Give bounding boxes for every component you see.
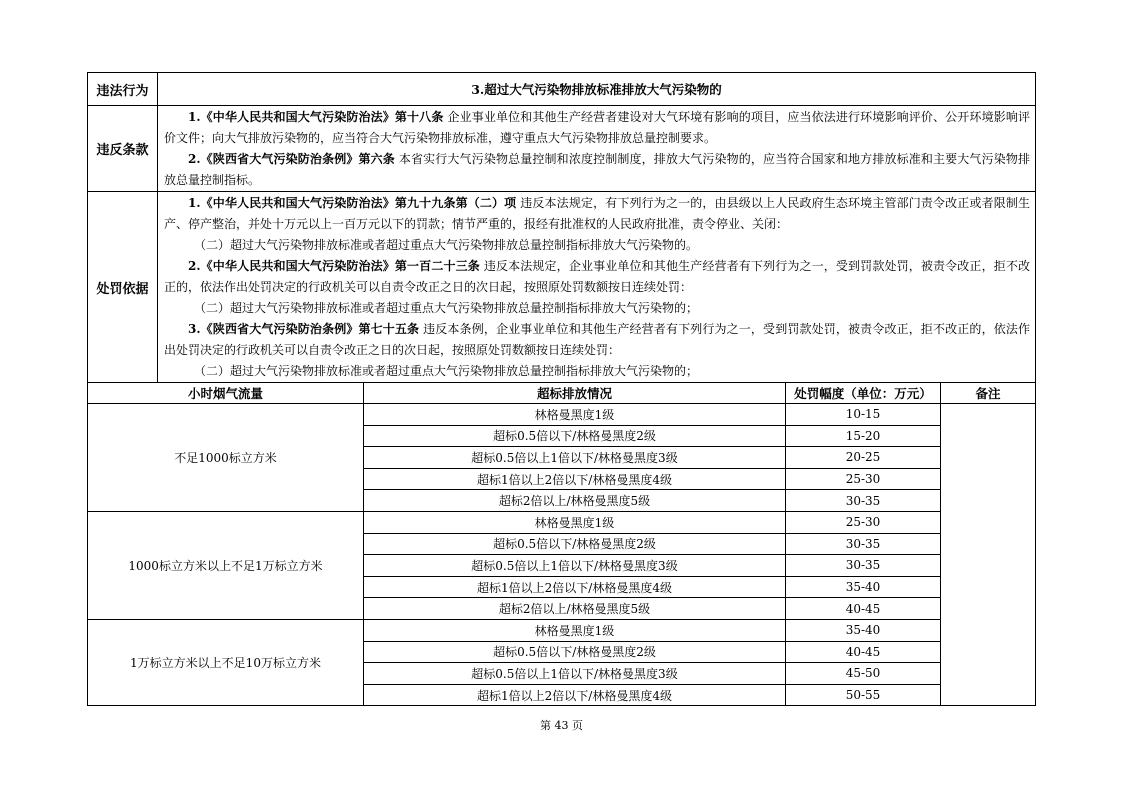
flow-cell: 1000标立方米以上不足1万标立方米 <box>88 511 364 619</box>
range-cell: 30-35 <box>786 555 941 577</box>
situation-cell: 超标0.5倍以下/林格曼黑度2级 <box>364 425 786 447</box>
penalty-text: 违反本条例，企业事业单位和其他生产经营者有下列行为之一，受到罚款处罚，被责令改正，拒不改正的，依法作出处罚决定的行政机关可以自责令改正之日的次日起，按照原处罚数额按日连续处罚： <box>164 322 1030 357</box>
range-cell: 25-30 <box>786 511 941 533</box>
table-row <box>88 511 1036 533</box>
violation-title: 3.超过大气污染物排放标准排放大气污染物的 <box>158 73 1036 106</box>
penalty-subitem: （二）超过大气污染物排放标准或者超过重点大气污染物排放总量控制指标排放大气污染物的。 <box>194 238 699 252</box>
col-header-remarks: 备注 <box>941 383 1036 404</box>
situation-cell: 超标1倍以上2倍以下/林格曼黑度4级 <box>364 468 786 490</box>
col-header-range: 处罚幅度（单位：万元） <box>786 383 941 404</box>
range-cell: 40-45 <box>786 641 941 663</box>
penalty-ref: 2.《中华人民共和国大气污染防治法》第一百二十三条 <box>188 259 480 273</box>
clause-item <box>164 107 1030 149</box>
col-header-situation: 超标排放情况 <box>364 383 786 404</box>
range-cell: 45-50 <box>786 663 941 685</box>
penalty-text: 违反本法规定，企业事业单位和其他生产经营者有下列行为之一，受到罚款处罚，被责令改正，拒不改正的，依法作出处罚决定的行政机关可以自责令改正之日的次日起，按照原处罚数额按日连续处罚： <box>164 259 1030 294</box>
range-cell: 30-35 <box>786 533 941 555</box>
penalty-text: 违反本法规定，有下列行为之一的，由县级以上人民政府生态环境主管部门责令改正或者限制生产、停产整治，并处十万元以上一百万元以下的罚款；情节严重的，报经有批准权的人民政府批准，责令停业、关闭： <box>164 196 1030 231</box>
penalty-standard-table <box>87 72 1036 706</box>
situation-cell: 超标0.5倍以下/林格曼黑度2级 <box>364 641 786 663</box>
situation-cell: 超标2倍以上/林格曼黑度5级 <box>364 598 786 620</box>
clauses-label: 违反条款 <box>88 106 158 192</box>
clause-ref: 1.《中华人民共和国大气污染防治法》第十八条 <box>188 110 444 124</box>
situation-cell: 林格曼黑度1级 <box>364 511 786 533</box>
clause-text: 企业事业单位和其他生产经营者建设对大气环境有影响的项目，应当依法进行环境影响评价、公开环境影响评价文件；向大气排放污染物的，应当符合大气污染物排放标准，遵守重点大气污染物排放总量控制要求。 <box>164 110 1030 145</box>
flow-cell: 不足1000标立方米 <box>88 404 364 512</box>
penalty-ref: 1.《中华人民共和国大气污染防治法》第九十九条第（二）项 <box>188 196 517 210</box>
table-row <box>88 404 1036 426</box>
clause-item <box>164 149 1030 191</box>
penalty-label: 处罚依据 <box>88 192 158 383</box>
situation-cell: 林格曼黑度1级 <box>364 404 786 426</box>
remarks-cell <box>941 404 1036 706</box>
situation-cell: 超标1倍以上2倍以下/林格曼黑度4级 <box>364 684 786 706</box>
clauses-content <box>158 106 1036 192</box>
flow-cell: 1万标立方米以上不足10万标立方米 <box>88 619 364 705</box>
range-cell: 20-25 <box>786 447 941 469</box>
range-cell: 35-40 <box>786 619 941 641</box>
page-number: 第 43 页 <box>540 719 583 732</box>
penalty-item <box>164 319 1030 361</box>
penalty-subitem: （二）超过大气污染物排放标准或者超过重点大气污染物排放总量控制指标排放大气污染物的； <box>194 364 699 378</box>
document-page <box>87 72 1035 706</box>
situation-cell: 林格曼黑度1级 <box>364 619 786 641</box>
range-cell: 30-35 <box>786 490 941 512</box>
range-cell: 15-20 <box>786 425 941 447</box>
clause-text: 本省实行大气污染物总量控制和浓度控制制度，排放大气污染物的，应当符合国家和地方排放标准和主要大气污染物排放总量控制指标。 <box>164 152 1030 187</box>
situation-cell: 超标0.5倍以下/林格曼黑度2级 <box>364 533 786 555</box>
situation-cell: 超标2倍以上/林格曼黑度5级 <box>364 490 786 512</box>
range-cell: 10-15 <box>786 404 941 426</box>
range-cell: 25-30 <box>786 468 941 490</box>
table-row <box>88 619 1036 641</box>
penalty-subitem: （二）超过大气污染物排放标准或者超过重点大气污染物排放总量控制指标排放大气污染物的； <box>194 301 699 315</box>
situation-cell: 超标0.5倍以上1倍以下/林格曼黑度3级 <box>364 447 786 469</box>
penalty-ref: 3.《陕西省大气污染防治条例》第七十五条 <box>188 322 420 336</box>
situation-cell: 超标0.5倍以上1倍以下/林格曼黑度3级 <box>364 663 786 685</box>
situation-cell: 超标0.5倍以上1倍以下/林格曼黑度3级 <box>364 555 786 577</box>
range-cell: 40-45 <box>786 598 941 620</box>
situation-cell: 超标1倍以上2倍以下/林格曼黑度4级 <box>364 576 786 598</box>
penalty-item <box>164 256 1030 298</box>
penalty-content <box>158 192 1036 383</box>
col-header-flow: 小时烟气流量 <box>88 383 364 404</box>
clause-ref: 2.《陕西省大气污染防治条例》第六条 <box>188 152 395 166</box>
penalty-item <box>164 193 1030 235</box>
range-cell: 50-55 <box>786 684 941 706</box>
violation-label: 违法行为 <box>88 73 158 106</box>
range-cell: 35-40 <box>786 576 941 598</box>
table-header-row <box>88 383 1036 404</box>
